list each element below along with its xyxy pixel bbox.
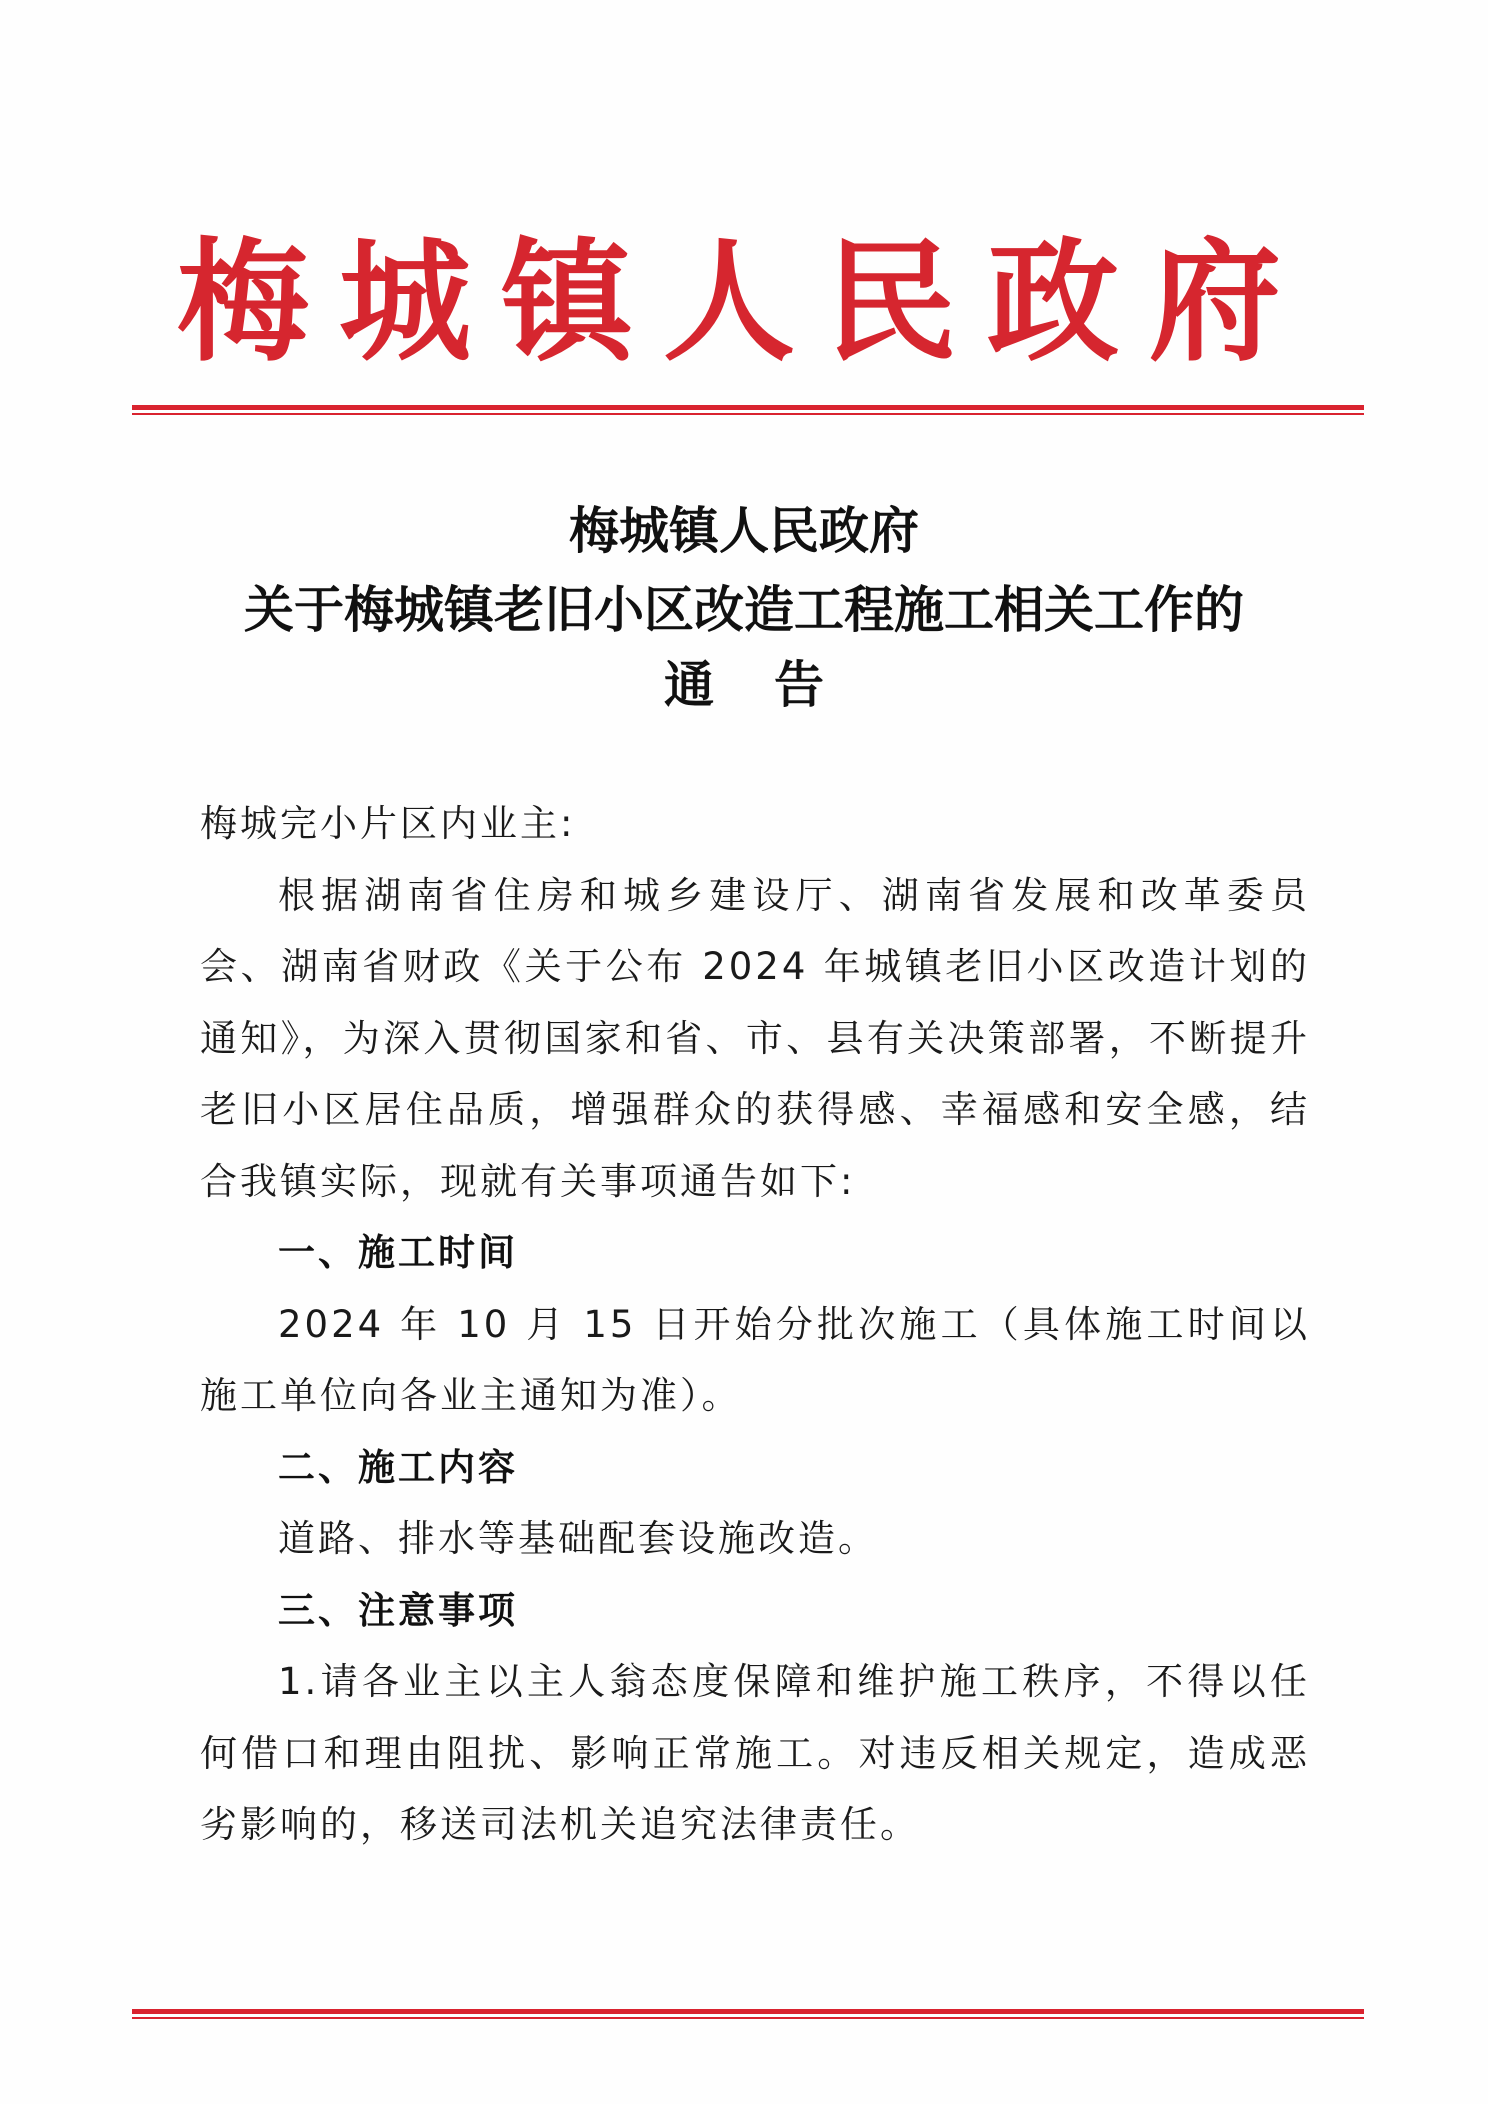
doc-title-line-1: 梅城镇人民政府 (569, 501, 919, 560)
red-divider-top (132, 405, 1364, 416)
document-body (200, 788, 1310, 1861)
red-divider-thick-line (132, 2009, 1364, 2014)
red-divider-thick-line (132, 405, 1364, 410)
intro-paragraph: 根据湖南省住房和城乡建设厅、湖南省发展和改革委员会、湖南省财政《关于公布 2024 年城镇老旧小区改造计划的通知》，为深入贯彻国家和省、市、县有关决策部署，不断提升老旧小区居住品质，增强群众的获得感、幸福感和安全感，结合我镇实际，现就有关事项通告如下: (200, 873, 1310, 1203)
red-divider-thin-line (132, 2017, 1364, 2019)
section-1-paragraph: 2024 年 10 月 15 日开始分批次施工（具体施工时间以施工单位向各业主通知为准）。 (200, 1302, 1310, 1417)
red-divider-thin-line (132, 413, 1364, 415)
masthead-title: 梅城镇人民政府 (177, 225, 1311, 380)
section-2-paragraph: 道路、排水等基础配套设施改造。 (278, 1517, 878, 1560)
section-heading-2: 二、施工内容 (278, 1445, 518, 1489)
doc-title-line-2: 关于梅城镇老旧小区改造工程施工相关工作的 (244, 580, 1244, 639)
section-heading-1: 一、施工时间 (278, 1231, 518, 1274)
salutation: 梅城完小片区内业主: (200, 802, 576, 845)
red-divider-bottom (132, 2009, 1364, 2020)
section-heading-3: 三、注意事项 (278, 1588, 518, 1632)
doc-title-line-3: 通告 (664, 655, 884, 714)
section-3-paragraph: 1.请各业主以主人翁态度保障和维护施工秩序，不得以任何借口和理由阻扰、影响正常施工。对违反相关规定，造成恶劣影响的，移送司法机关追究法律责任。 (200, 1660, 1310, 1846)
